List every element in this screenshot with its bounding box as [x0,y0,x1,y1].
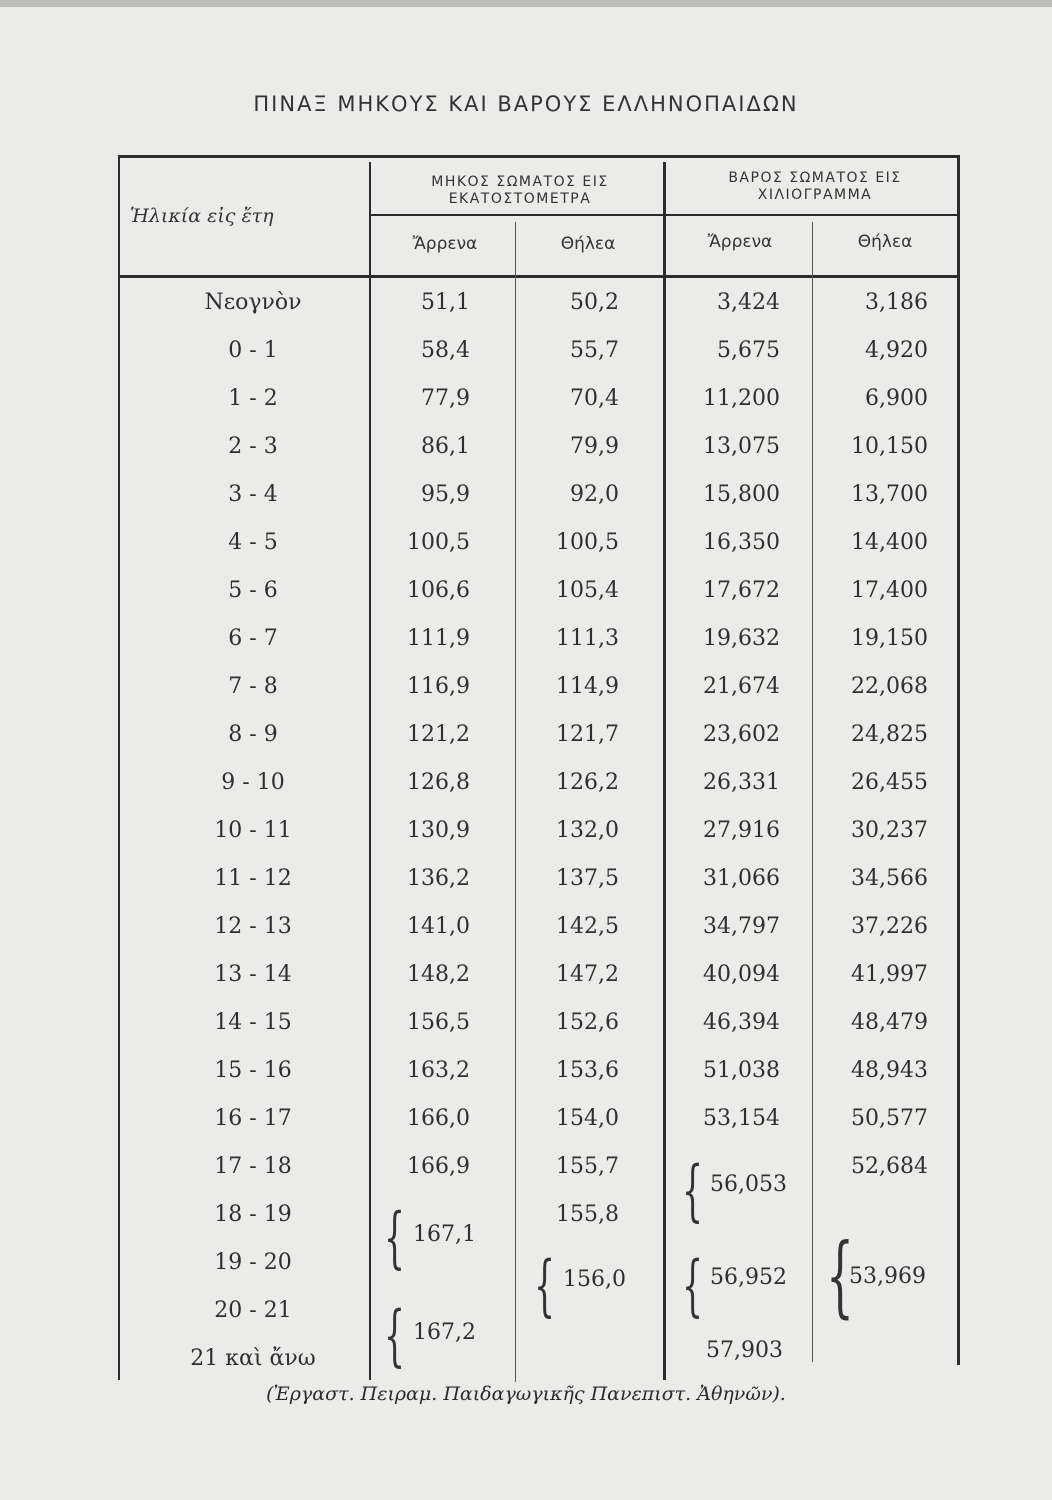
age-column-header: Ἡλικία εἰς ἔτη [130,205,274,227]
cell-h-f: 114,9 [556,674,619,699]
cell-w-m: 51,038 [703,1058,780,1083]
cell-w-f: 14,400 [851,530,928,555]
cell-h-m: 126,8 [407,770,470,795]
cell-age: 10 - 11 [214,818,292,843]
cell-w-m: 17,672 [703,578,780,603]
weight-male-header: Ἄρρενα [707,232,773,252]
brace-icon: { [384,1297,405,1374]
cell-w-m: 46,394 [703,1010,780,1035]
cell-h-f: 70,4 [570,386,619,411]
cell-h-m: 166,9 [407,1154,470,1179]
cell-h-m: 95,9 [421,482,470,507]
weight-male-17-19: 56,053 [710,1172,787,1197]
cell-w-f: 30,237 [851,818,928,843]
table-left-rule [118,155,120,1380]
header-bottom-rule [118,275,960,278]
table-top-rule [118,155,960,158]
brace-icon: { [682,1247,703,1324]
table-right-rule [957,155,960,1365]
cell-h-f: 50,2 [570,290,619,315]
col-rule-age [369,162,371,1380]
brace-icon: { [682,1152,703,1229]
cell-h-f: 154,0 [556,1106,619,1131]
cell-w-f: 41,997 [851,962,928,987]
weight-male-21-up: 57,903 [706,1338,783,1363]
cell-w-m: 13,075 [703,434,780,459]
cell-w-f: 10,150 [851,434,928,459]
cell-age: 8 - 9 [228,722,278,747]
cell-w-m: 23,602 [703,722,780,747]
cell-w-f: 13,700 [851,482,928,507]
cell-age: 12 - 13 [214,914,292,939]
table-title: ΠΙΝΑΞ ΜΗΚΟΥΣ ΚΑΙ ΒΑΡΟΥΣ ΕΛΛΗΝΟΠΑΙΔΩΝ [253,92,799,116]
cell-w-f: 52,684 [851,1154,928,1179]
cell-h-m: 77,9 [421,386,470,411]
cell-w-f: 22,068 [851,674,928,699]
weight-female-header: Θήλεα [857,232,913,252]
brace-icon: { [384,1199,405,1276]
cell-age: 20 - 21 [214,1298,292,1323]
height-female-19-up: 156,0 [563,1267,626,1292]
cell-h-m: 116,9 [407,674,470,699]
cell-h-f: 55,7 [570,338,619,363]
cell-w-f: 24,825 [851,722,928,747]
cell-age: 11 - 12 [214,866,292,891]
col-rule-height-sub [515,222,516,1382]
cell-age: 2 - 3 [228,434,278,459]
cell-h-m: 156,5 [407,1010,470,1035]
cell-age: 4 - 5 [228,530,278,555]
cell-w-m: 34,797 [703,914,780,939]
cell-age: 14 - 15 [214,1010,292,1035]
cell-h-f: 153,6 [556,1058,619,1083]
cell-h-m: 111,9 [407,626,470,651]
cell-w-m: 40,094 [703,962,780,987]
col-rule-weight-sub [812,222,813,1362]
cell-age: 19 - 20 [214,1250,292,1275]
weight-column-header: ΒΑΡΟΣ ΣΩΜΑΤΟΣ ΕΙΣ ΧΙΛΙΟΓΡΑΜΜΑ [728,170,902,203]
cell-w-f: 48,479 [851,1010,928,1035]
cell-h-m: 51,1 [421,290,470,315]
cell-age: 3 - 4 [228,482,278,507]
cell-h-m: 106,6 [407,578,470,603]
scan-edge [0,0,1052,7]
cell-h-m: 148,2 [407,962,470,987]
cell-age: 17 - 18 [214,1154,292,1179]
height-male-20-up: 167,2 [413,1320,476,1345]
cell-age: 15 - 16 [214,1058,292,1083]
cell-age: 7 - 8 [228,674,278,699]
cell-w-m: 5,675 [717,338,780,363]
cell-w-m: 3,424 [717,290,780,315]
cell-h-f: 137,5 [556,866,619,891]
cell-h-f: 155,7 [556,1154,619,1179]
cell-h-m: 130,9 [407,818,470,843]
cell-w-m: 53,154 [703,1106,780,1131]
cell-w-m: 26,331 [703,770,780,795]
cell-w-f: 6,900 [865,386,928,411]
cell-w-f: 26,455 [851,770,928,795]
cell-h-m: 100,5 [407,530,470,555]
cell-h-m: 86,1 [421,434,470,459]
cell-h-m: 121,2 [407,722,470,747]
cell-w-f: 50,577 [851,1106,928,1131]
cell-h-f: 100,5 [556,530,619,555]
brace-icon: { [534,1247,555,1324]
weight-male-19-21: 56,952 [710,1265,787,1290]
cell-h-f: 147,2 [556,962,619,987]
cell-age: 5 - 6 [228,578,278,603]
cell-h-f: 105,4 [556,578,619,603]
cell-h-f: 152,6 [556,1010,619,1035]
cell-h-f: 121,7 [556,722,619,747]
cell-age: 18 - 19 [214,1202,292,1227]
cell-h-f: 132,0 [556,818,619,843]
cell-w-m: 11,200 [703,386,780,411]
cell-w-m: 27,916 [703,818,780,843]
cell-h-f: 92,0 [570,482,619,507]
cell-h-f: 155,8 [556,1202,619,1227]
cell-h-m: 163,2 [407,1058,470,1083]
cell-h-f: 111,3 [556,626,619,651]
brace-icon: { [826,1224,854,1327]
cell-w-f: 3,186 [865,290,928,315]
cell-h-f: 142,5 [556,914,619,939]
weight-female-18-up: 53,969 [849,1264,926,1289]
cell-h-m: 58,4 [421,338,470,363]
height-column-header: ΜΗΚΟΣ ΣΩΜΑΤΟΣ ΕΙΣ ΕΚΑΤΟΣΤΟΜΕΤΡΑ [431,174,609,207]
col-rule-height [663,162,666,1380]
cell-age: 6 - 7 [228,626,278,651]
height-male-18-20: 167,1 [413,1222,476,1247]
cell-h-m: 141,0 [407,914,470,939]
cell-w-m: 19,632 [703,626,780,651]
cell-age: 1 - 2 [228,386,278,411]
cell-w-m: 21,674 [703,674,780,699]
cell-w-f: 48,943 [851,1058,928,1083]
cell-h-m: 136,2 [407,866,470,891]
cell-h-f: 79,9 [570,434,619,459]
cell-w-f: 4,920 [865,338,928,363]
cell-age: 9 - 10 [221,770,285,795]
cell-h-m: 166,0 [407,1106,470,1131]
height-female-header: Θήλεα [560,234,616,254]
cell-w-f: 34,566 [851,866,928,891]
cell-w-m: 31,066 [703,866,780,891]
cell-age: 21 καὶ ἄνω [190,1346,316,1371]
source-footnote: (Ἐργαστ. Πειραμ. Παιδαγωγικῆς Πανεπιστ. Ἀθηνῶν). [266,1383,786,1405]
cell-w-m: 15,800 [703,482,780,507]
cell-age: 0 - 1 [228,338,278,363]
cell-w-f: 37,226 [851,914,928,939]
cell-w-f: 19,150 [851,626,928,651]
cell-age: 16 - 17 [214,1106,292,1131]
cell-age: 13 - 14 [214,962,292,987]
cell-h-f: 126,2 [556,770,619,795]
height-male-header: Ἄρρενα [412,234,478,254]
cell-age: Νεογνὸν [204,290,302,315]
cell-w-f: 17,400 [851,578,928,603]
cell-w-m: 16,350 [703,530,780,555]
